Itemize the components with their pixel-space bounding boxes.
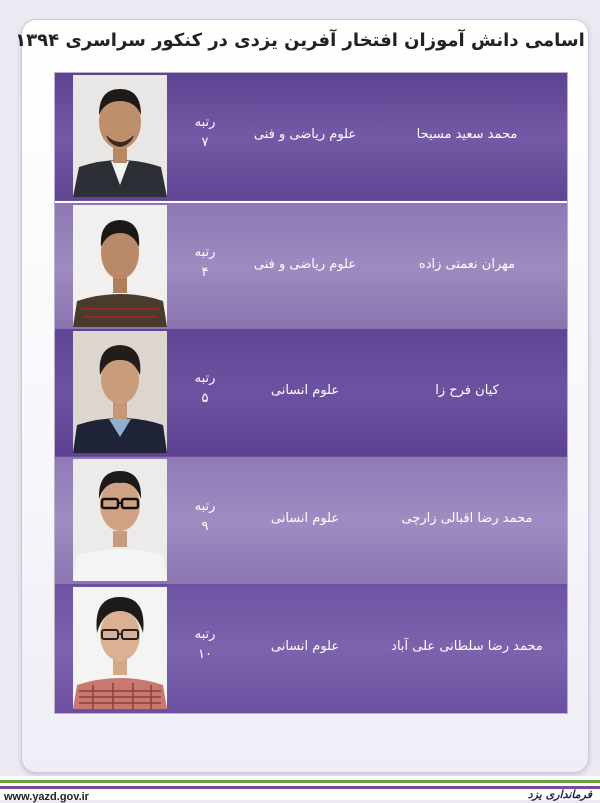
students-table [54,72,568,714]
field-cell: علوم انسانی [270,511,340,526]
rank-value: ۱۰ [198,647,212,662]
rank-label: رتبه [194,627,216,642]
student-photo [73,75,167,197]
name-cell: کیان فرح زا [435,383,499,398]
rank-value: ۵ [201,391,209,406]
field-cell: علوم انسانی [270,383,340,398]
rank-cell [167,243,243,283]
name-cell: محمد رضا اقبالی زارچی [401,511,533,526]
footer-bar [0,776,600,803]
footer-purple-stripe [0,786,600,789]
rank-label: رتبه [194,245,216,260]
rank-cell [167,497,243,537]
table-row [55,585,567,712]
table-row [55,457,567,584]
site-link[interactable]: www.yazd.gov.ir [4,791,89,803]
rank-cell [167,625,243,665]
student-photo [73,205,167,327]
page-title: اسامی دانش آموزان افتخار آفرین یزدی در کنکور سراسری ۱۳۹۴ [15,30,585,51]
rank-label: رتبه [194,499,216,514]
student-photo [73,587,167,709]
name-cell: محمد رضا سلطانی علی آباد [391,639,543,654]
rank-label: رتبه [194,371,216,386]
rank-label: رتبه [194,115,216,130]
table-row [55,329,567,456]
field-cell: علوم ریاضی و فنی [253,257,357,272]
rank-value: ۴ [201,265,209,280]
table-row [55,73,567,200]
rank-value: ۷ [201,135,209,150]
table-row [55,201,567,330]
student-photo [73,459,167,581]
governorate-logo: فرمانداری یزد [527,788,592,801]
name-cell: محمد سعید مسیحا [416,127,518,142]
student-photo [73,331,167,453]
footer-green-stripe [0,780,600,783]
field-cell: علوم انسانی [270,639,340,654]
rank-value: ۹ [201,519,209,534]
name-cell: مهران نعمتی زاده [418,257,516,272]
rank-cell [167,369,243,409]
field-cell: علوم ریاضی و فنی [253,127,357,142]
rank-cell [167,113,243,153]
